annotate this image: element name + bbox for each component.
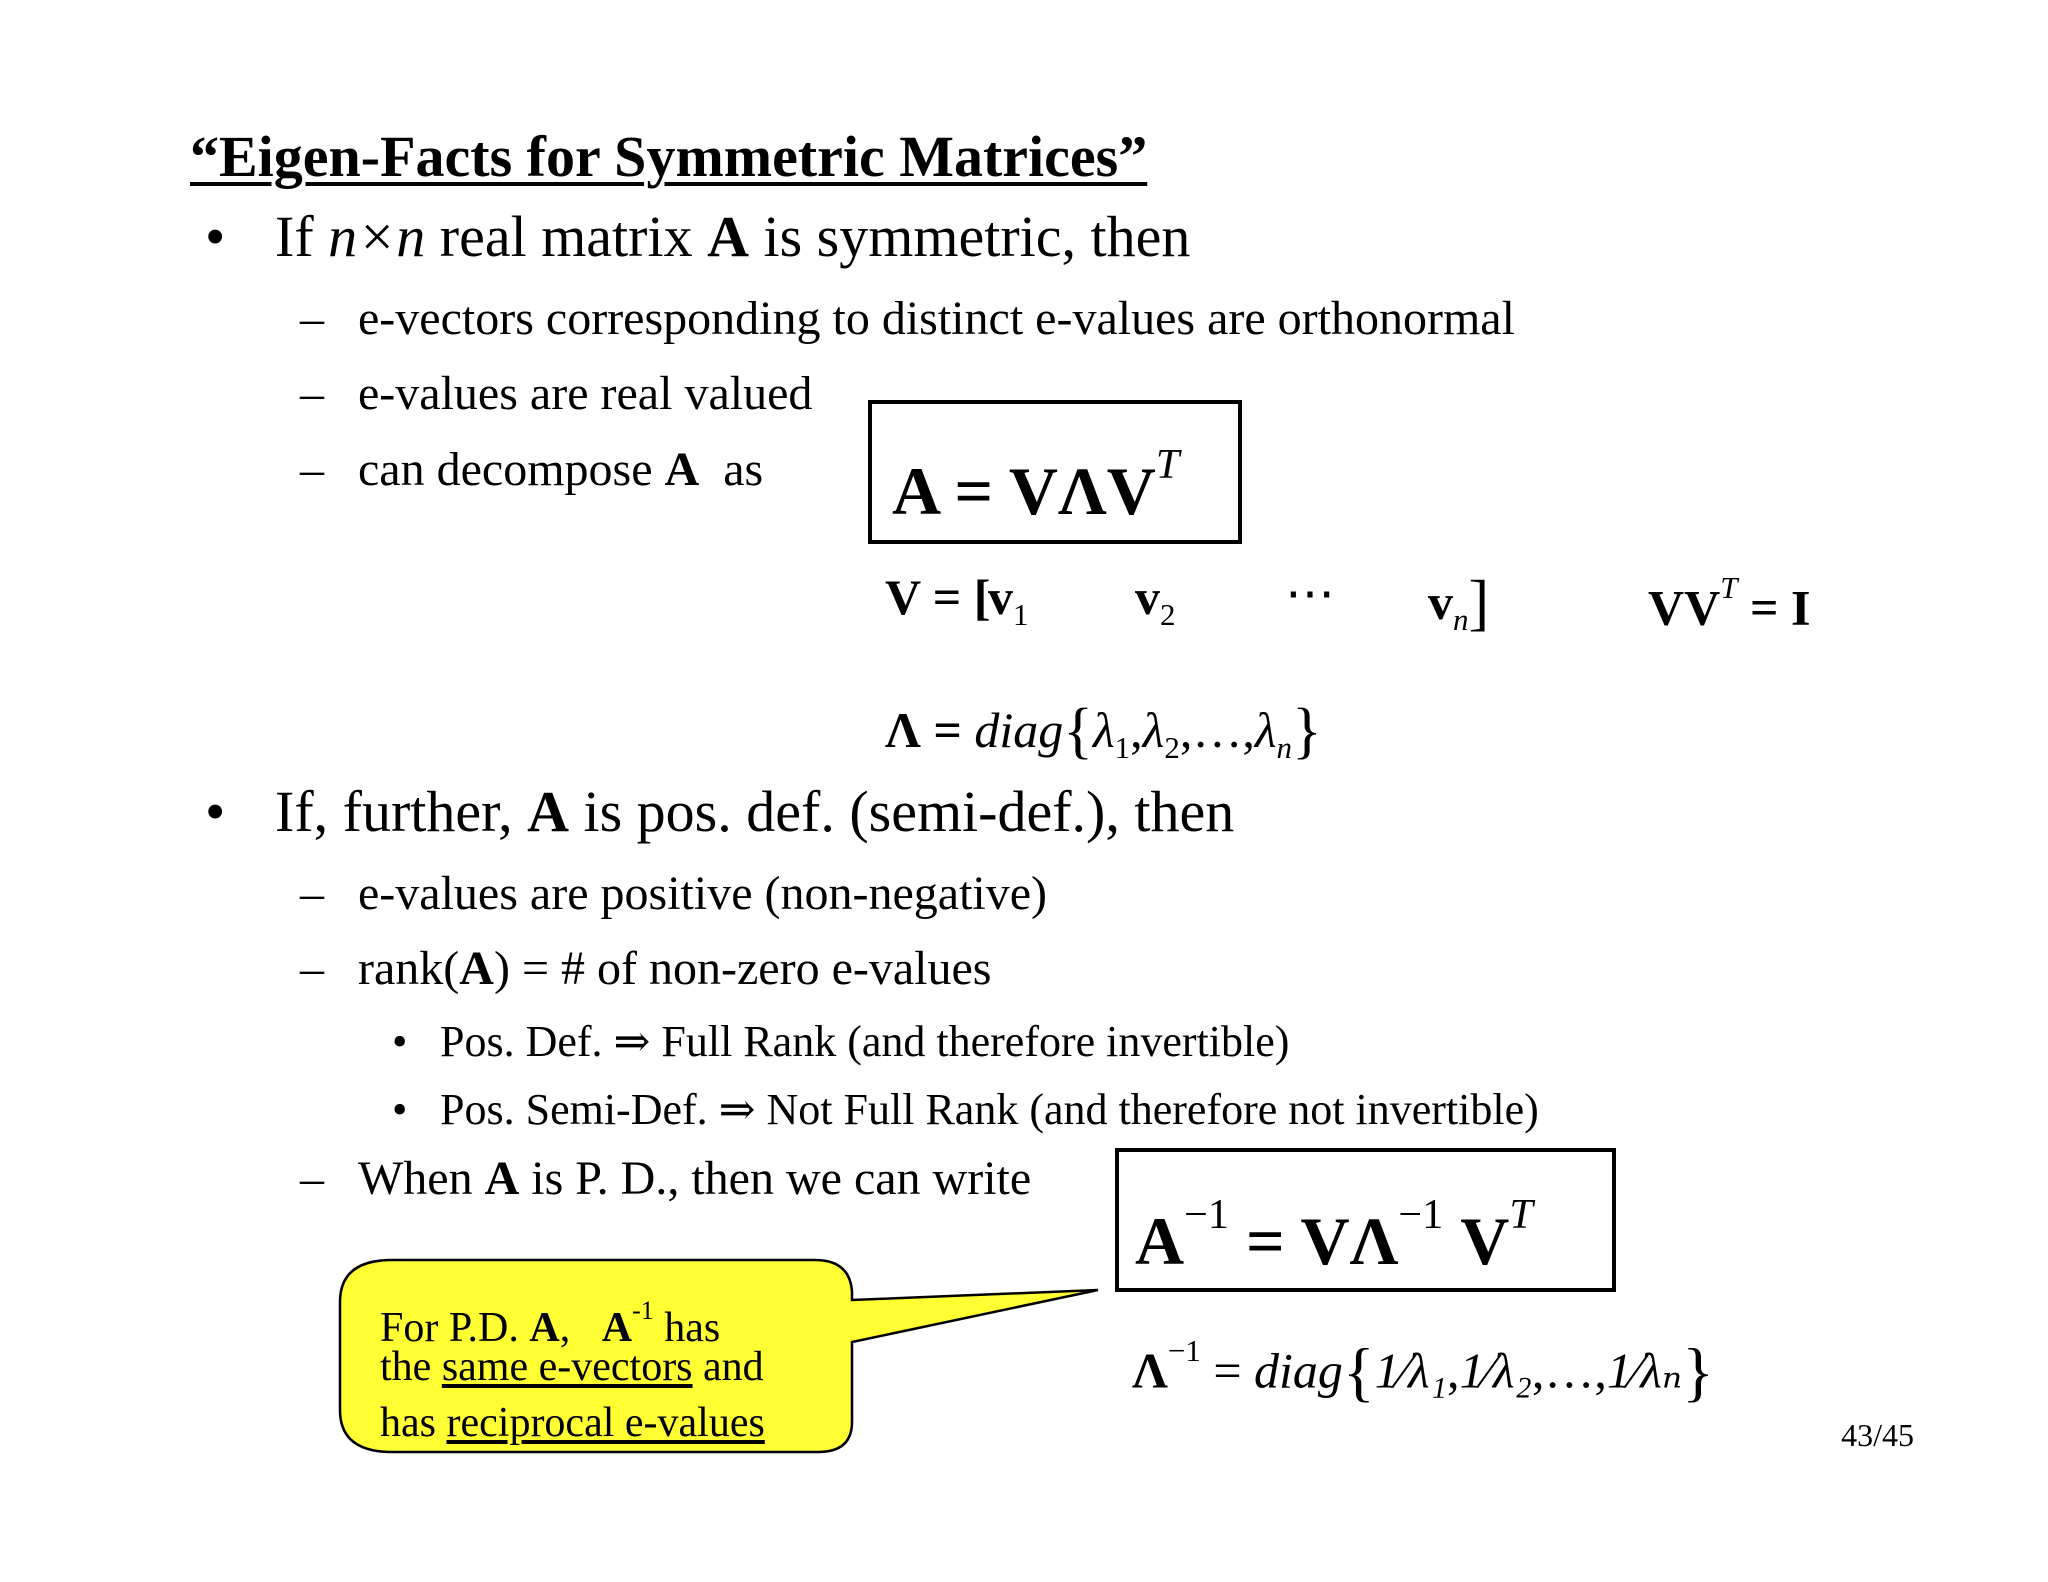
callout-line-1: For P.D. A, $A^{-1}$ has <box>380 1296 721 1352</box>
callout-line-3: has reciprocal e-values <box>380 1400 765 1446</box>
slide-title: “Eigen-Facts for Symmetric Matrices” <box>190 124 1148 189</box>
bullet-symmetric-text: If n×n real matrix A is symmetric, then <box>275 204 1191 269</box>
v-dots: ⋯ <box>1285 565 1335 621</box>
v-definition: V = [ <box>885 569 991 625</box>
lambda-definition: $\Lambda = diag\{\lambda_1,\lambda_2,\dots,\lambda_n\}$ <box>885 697 1322 765</box>
orthogonality-equation: $VV^T = I$ <box>1648 570 1811 636</box>
inverse-decomposition-equation: $A^{-1} = V\Lambda^{-1}$ $V^T$ <box>1135 1191 1533 1279</box>
v-column-2: $v_2$ <box>1135 569 1176 632</box>
lambda-inverse-definition: $\Lambda^{-1}$ = diag{1⁄λ₁,1⁄λ₂,…,1⁄λₙ} <box>1132 1333 1714 1409</box>
v-column-1: $v_1$ <box>988 569 1029 632</box>
v-column-n: $v_n$] <box>1428 569 1490 637</box>
bullet-dot: • <box>205 204 226 269</box>
callout-line-2: the same e-vectors and <box>380 1344 764 1390</box>
eigen-decomposition-equation: $A = V\Lambda V^T$ <box>892 441 1180 529</box>
page-number: 43/45 <box>1841 1417 1914 1453</box>
